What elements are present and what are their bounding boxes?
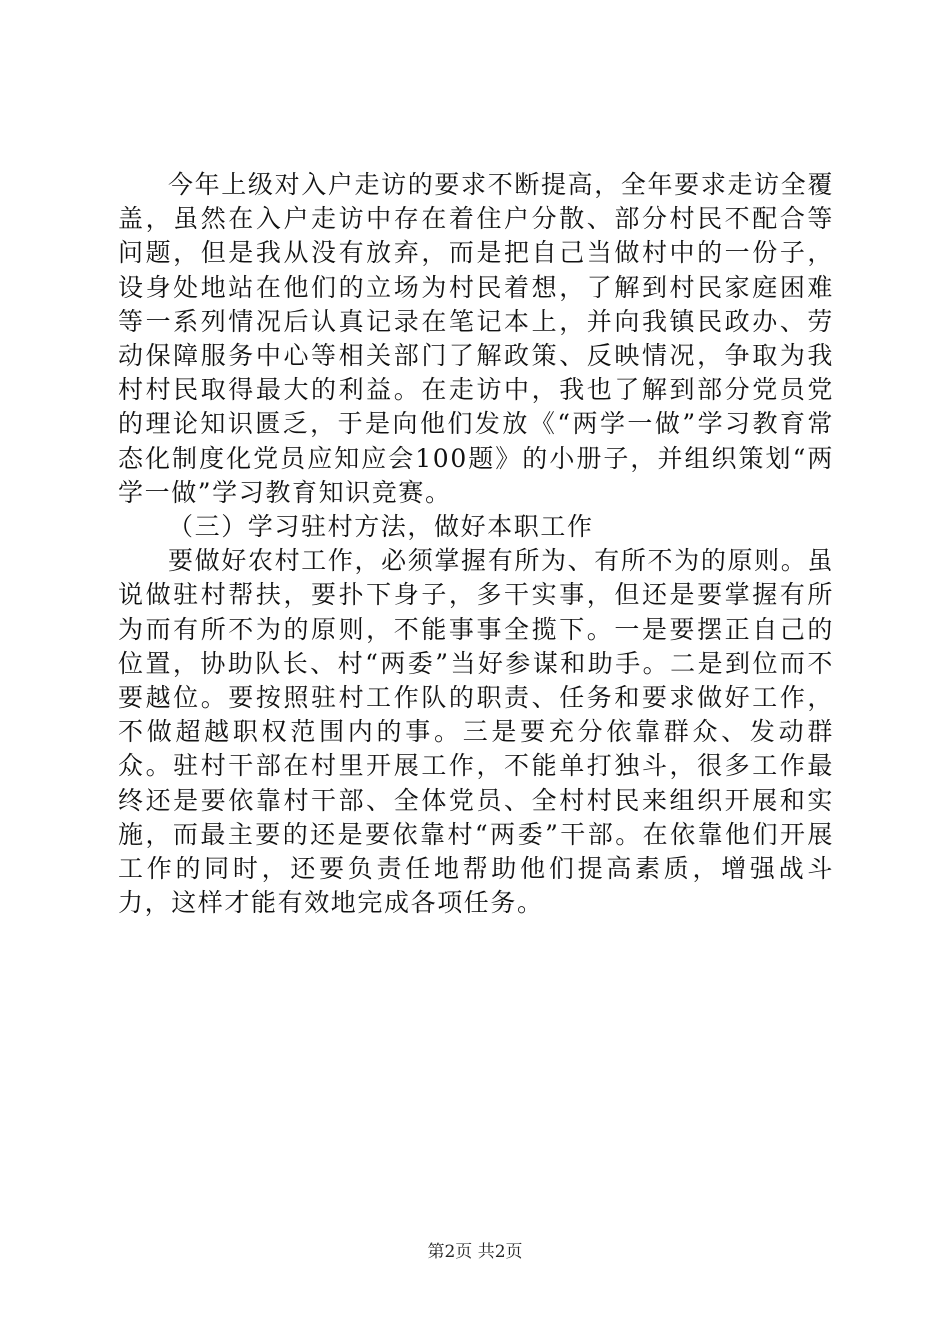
body-paragraph-method: 要做好农村工作，必须掌握有所为、有所不为的原则。虽说做驻村帮扶，要扑下身子，多干实事，但还是要掌握有所为而有所不为的原则，不能事事全揽下。一是要摆正自己的位置，协助队长、村“两委”当好参谋和助手。二是到位而不要越位。要按照驻村工作队的职责、任务和要求做好工作，不做超越职权范围内的事。三是要充分依靠群众、发动群众。驻村干部在村里开展工作，不能单打独斗，很多工作最终还是要依靠村干部、全体党员、全村村民来组织开展和实施，而最主要的还是要依靠村“两委”干部。在依靠他们开展工作的同时，还要负责任地帮助他们提高素质，增强战斗力，这样才能有效地完成各项任务。 — [118, 546, 834, 918]
section-heading: （三）学习驻村方法，做好本职工作 — [168, 512, 594, 542]
body-paragraph-visit: 今年上级对入户走访的要求不断提高，全年要求走访全覆盖，虽然在入户走访中存在着住户分散、部分村民不配合等问题，但是我从没有放弃，而是把自己当做村中的一份子，设身处地站在他们的立场为村民着想，了解到村民家庭困难等一系列情况后认真记录在笔记本上，并向我镇民政办、劳动保障服务中心等相关部门了解政策、反映情况，争取为我村村民取得最大的利益。在走访中，我也了解到部分党员党的理论知识匮乏，于是向他们发放《“两学一做”学习教育常态化制度化党员应知应会100题》的小册子，并组织策划“两学一做”学习教育知识竞赛。 — [118, 170, 834, 507]
page-footer: 第2页 共2页 — [427, 1242, 523, 1262]
document-body — [118, 168, 834, 920]
